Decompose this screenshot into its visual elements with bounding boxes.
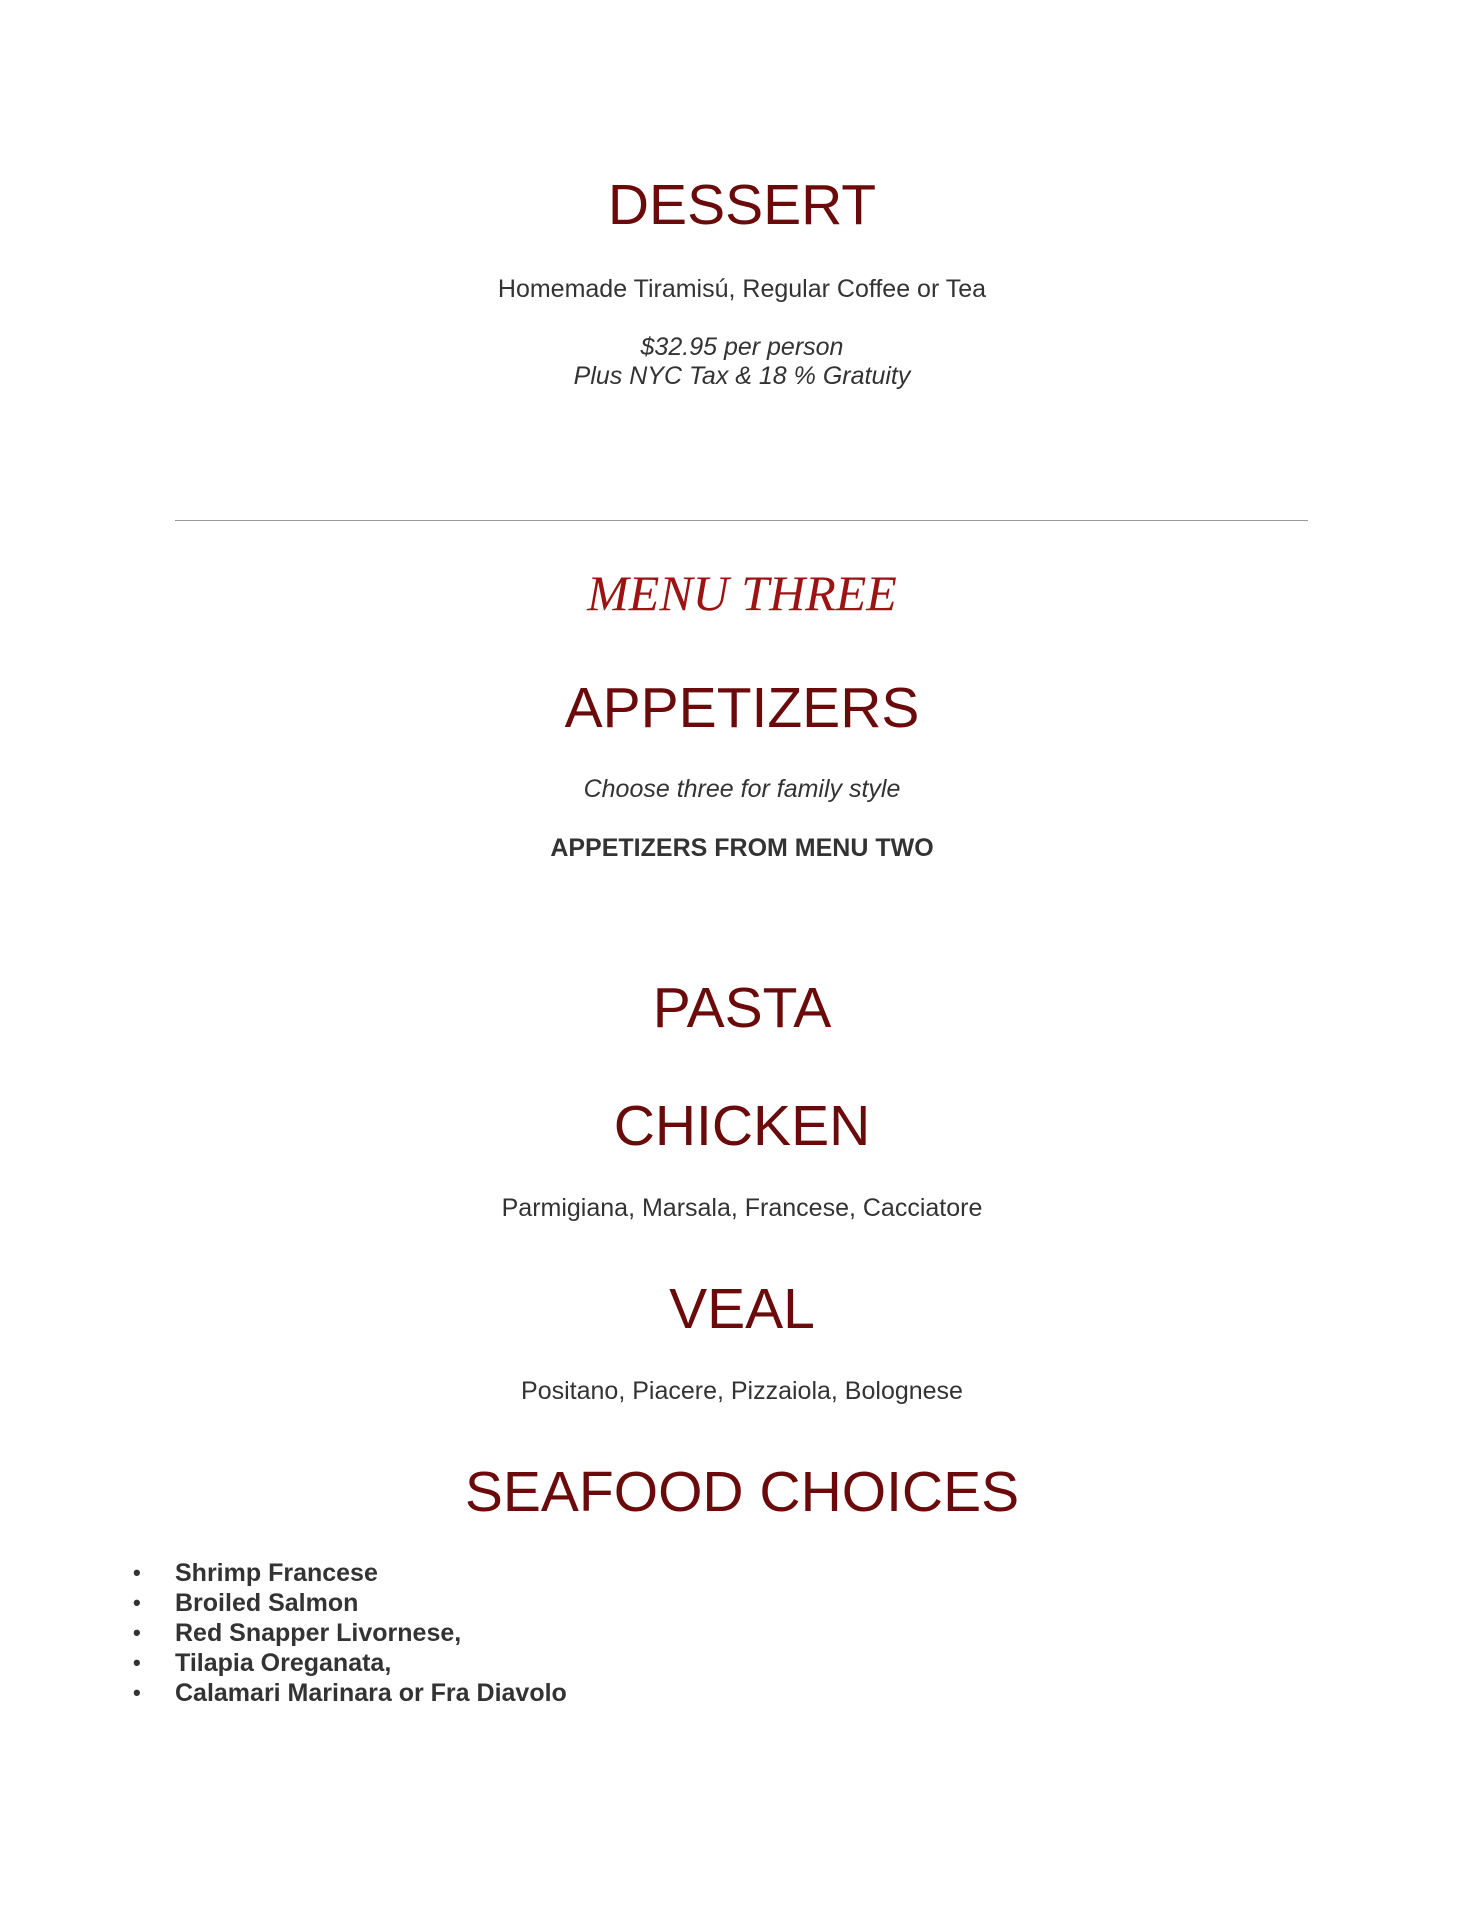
seafood-item-label: Tilapia Oreganata, [175,1649,392,1677]
list-item [130,1558,567,1588]
appetizers-reference: APPETIZERS FROM MENU TWO [550,834,934,862]
dessert-price: $32.95 per person [640,333,844,361]
appetizers-note: Choose three for family style [583,775,901,803]
menu-three-title: MENU THREE [587,565,897,621]
list-item [130,1648,567,1678]
list-item [130,1678,567,1708]
seafood-item-label: Calamari Marinara or Fra Diavolo [175,1679,567,1707]
seafood-item-label: Broiled Salmon [175,1589,359,1617]
veal-heading: VEAL [669,1277,815,1341]
chicken-items: Parmigiana, Marsala, Francese, Cacciatore [501,1194,983,1222]
dessert-items: Homemade Tiramisú, Regular Coffee or Tea [497,275,987,303]
list-item [130,1588,567,1618]
pasta-heading: PASTA [652,976,832,1040]
appetizers-heading: APPETIZERS [564,676,920,740]
list-item [130,1618,567,1648]
veal-items: Positano, Piacere, Pizzaiola, Bolognese [521,1377,963,1405]
dessert-tax-note: Plus NYC Tax & 18 % Gratuity [573,362,911,390]
dessert-heading: DESSERT [607,173,877,237]
bullet-dot-icon: • [133,1590,141,1615]
bullet-dot-icon: • [133,1620,141,1645]
bullet-dot-icon: • [133,1680,141,1705]
bullet-dot-icon: • [133,1560,141,1585]
seafood-item-label: Shrimp Francese [175,1559,378,1587]
bullet-dot-icon: • [133,1650,141,1675]
section-divider [175,520,1308,521]
seafood-item-label: Red Snapper Livornese, [175,1619,462,1647]
seafood-list [130,1558,567,1708]
seafood-heading: SEAFOOD CHOICES [464,1460,1020,1524]
chicken-heading: CHICKEN [613,1094,871,1158]
